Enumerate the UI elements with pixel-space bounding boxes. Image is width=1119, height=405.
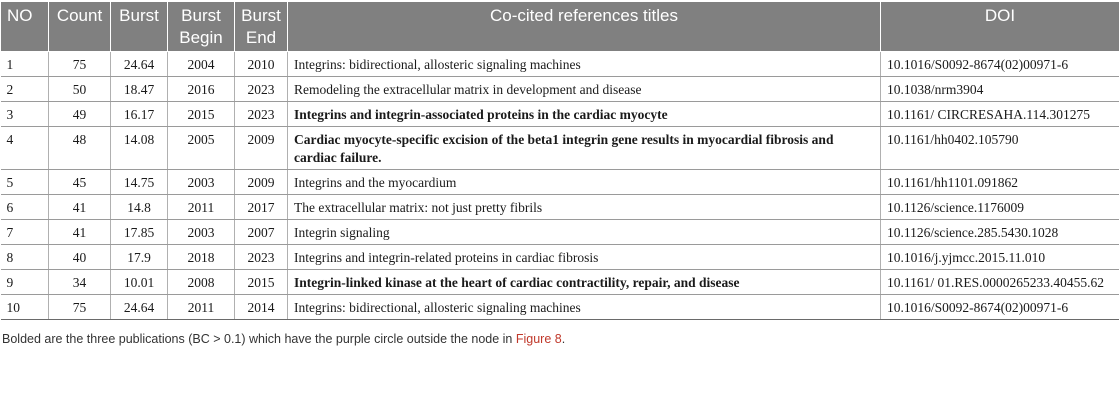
- cell-no: 8: [1, 245, 49, 270]
- cell-burst: 18.47: [111, 77, 168, 102]
- cell-burst-end: 2023: [235, 77, 288, 102]
- table-row: [1, 127, 1119, 170]
- cell-no: 10: [1, 295, 49, 320]
- table-row: [1, 52, 1119, 77]
- cell-burst-end: 2023: [235, 245, 288, 270]
- cell-doi: 10.1038/nrm3904: [881, 77, 1119, 102]
- footnote-text: Bolded are the three publications (BC > 0.1) which have the purple circle outside the node in: [2, 332, 516, 346]
- cell-burst: 24.64: [111, 295, 168, 320]
- cell-burst-end: 2010: [235, 52, 288, 77]
- cell-burst-begin: 2003: [168, 170, 235, 195]
- cell-no: 3: [1, 102, 49, 127]
- cell-no: 9: [1, 270, 49, 295]
- cell-no: 7: [1, 220, 49, 245]
- cell-burst: 17.9: [111, 245, 168, 270]
- cell-count: 48: [49, 127, 111, 170]
- table-row: [1, 220, 1119, 245]
- table-header-row: [1, 2, 1119, 52]
- cell-title: Integrins and the myocardium: [288, 170, 881, 195]
- cell-doi: 10.1016/j.yjmcc.2015.11.010: [881, 245, 1119, 270]
- header-titles: Co-cited references titles: [288, 2, 881, 52]
- cell-doi: 10.1161/hh1101.091862: [881, 170, 1119, 195]
- cell-count: 41: [49, 220, 111, 245]
- cell-burst-begin: 2011: [168, 295, 235, 320]
- cell-count: 40: [49, 245, 111, 270]
- cell-doi: 10.1161/ 01.RES.0000265233.40455.62: [881, 270, 1119, 295]
- cell-title: Integrin-linked kinase at the heart of cardiac contractility, repair, and disease: [288, 270, 881, 295]
- cell-burst-begin: 2011: [168, 195, 235, 220]
- cell-title: The extracellular matrix: not just pretty fibrils: [288, 195, 881, 220]
- cell-count: 49: [49, 102, 111, 127]
- cell-title: Integrins and integrin-associated proteins in the cardiac myocyte: [288, 102, 881, 127]
- header-count: Count: [49, 2, 111, 52]
- cell-burst-end: 2009: [235, 170, 288, 195]
- cell-count: 34: [49, 270, 111, 295]
- figure-link[interactable]: Figure 8: [515, 332, 562, 346]
- cell-count: 75: [49, 295, 111, 320]
- cell-doi: 10.1161/ CIRCRESAHA.114.301275: [881, 102, 1119, 127]
- cell-title: Cardiac myocyte-specific excision of the beta1 integrin gene results in myocardial fibrosis and cardiac failure.: [288, 127, 881, 170]
- table-footnote: [0, 332, 1119, 346]
- header-burst: Burst: [111, 2, 168, 52]
- cell-no: 1: [1, 52, 49, 77]
- cell-doi: 10.1016/S0092-8674(02)00971-6: [881, 52, 1119, 77]
- cell-doi: 10.1016/S0092-8674(02)00971-6: [881, 295, 1119, 320]
- table-row: [1, 295, 1119, 320]
- cell-burst: 14.75: [111, 170, 168, 195]
- table-row: [1, 77, 1119, 102]
- header-burst-end: Burst End: [235, 2, 288, 52]
- cell-no: 6: [1, 195, 49, 220]
- cell-burst-begin: 2018: [168, 245, 235, 270]
- cell-count: 75: [49, 52, 111, 77]
- cell-burst-begin: 2016: [168, 77, 235, 102]
- table-row: [1, 170, 1119, 195]
- cell-doi: 10.1161/hh0402.105790: [881, 127, 1119, 170]
- table-row: [1, 245, 1119, 270]
- cell-doi: 10.1126/science.1176009: [881, 195, 1119, 220]
- cell-burst-begin: 2004: [168, 52, 235, 77]
- cell-burst-end: 2015: [235, 270, 288, 295]
- table-body: [1, 52, 1119, 320]
- cell-no: 5: [1, 170, 49, 195]
- co-cited-references-table: [0, 1, 1119, 320]
- table-row: [1, 195, 1119, 220]
- cell-count: 45: [49, 170, 111, 195]
- cell-burst-begin: 2008: [168, 270, 235, 295]
- cell-title: Integrins: bidirectional, allosteric signaling machines: [288, 52, 881, 77]
- cell-no: 2: [1, 77, 49, 102]
- cell-title: Integrin signaling: [288, 220, 881, 245]
- cell-doi: 10.1126/science.285.5430.1028: [881, 220, 1119, 245]
- cell-burst: 16.17: [111, 102, 168, 127]
- cell-title: Remodeling the extracellular matrix in development and disease: [288, 77, 881, 102]
- table-row: [1, 270, 1119, 295]
- cell-burst-end: 2014: [235, 295, 288, 320]
- cell-burst-end: 2009: [235, 127, 288, 170]
- cell-burst-begin: 2003: [168, 220, 235, 245]
- cell-burst-begin: 2005: [168, 127, 235, 170]
- cell-burst-end: 2023: [235, 102, 288, 127]
- cell-burst-end: 2017: [235, 195, 288, 220]
- cell-title: Integrins and integrin-related proteins in cardiac fibrosis: [288, 245, 881, 270]
- cell-burst: 14.8: [111, 195, 168, 220]
- header-doi: DOI: [881, 2, 1119, 52]
- cell-no: 4: [1, 127, 49, 170]
- cell-burst-end: 2007: [235, 220, 288, 245]
- cell-burst: 14.08: [111, 127, 168, 170]
- cell-count: 50: [49, 77, 111, 102]
- cell-burst: 10.01: [111, 270, 168, 295]
- cell-burst: 17.85: [111, 220, 168, 245]
- cell-burst-begin: 2015: [168, 102, 235, 127]
- header-no: NO: [1, 2, 49, 52]
- footnote-end: .: [561, 332, 566, 346]
- table-row: [1, 102, 1119, 127]
- cell-title: Integrins: bidirectional, allosteric signaling machines: [288, 295, 881, 320]
- cell-burst: 24.64: [111, 52, 168, 77]
- header-burst-begin: Burst Begin: [168, 2, 235, 52]
- cell-count: 41: [49, 195, 111, 220]
